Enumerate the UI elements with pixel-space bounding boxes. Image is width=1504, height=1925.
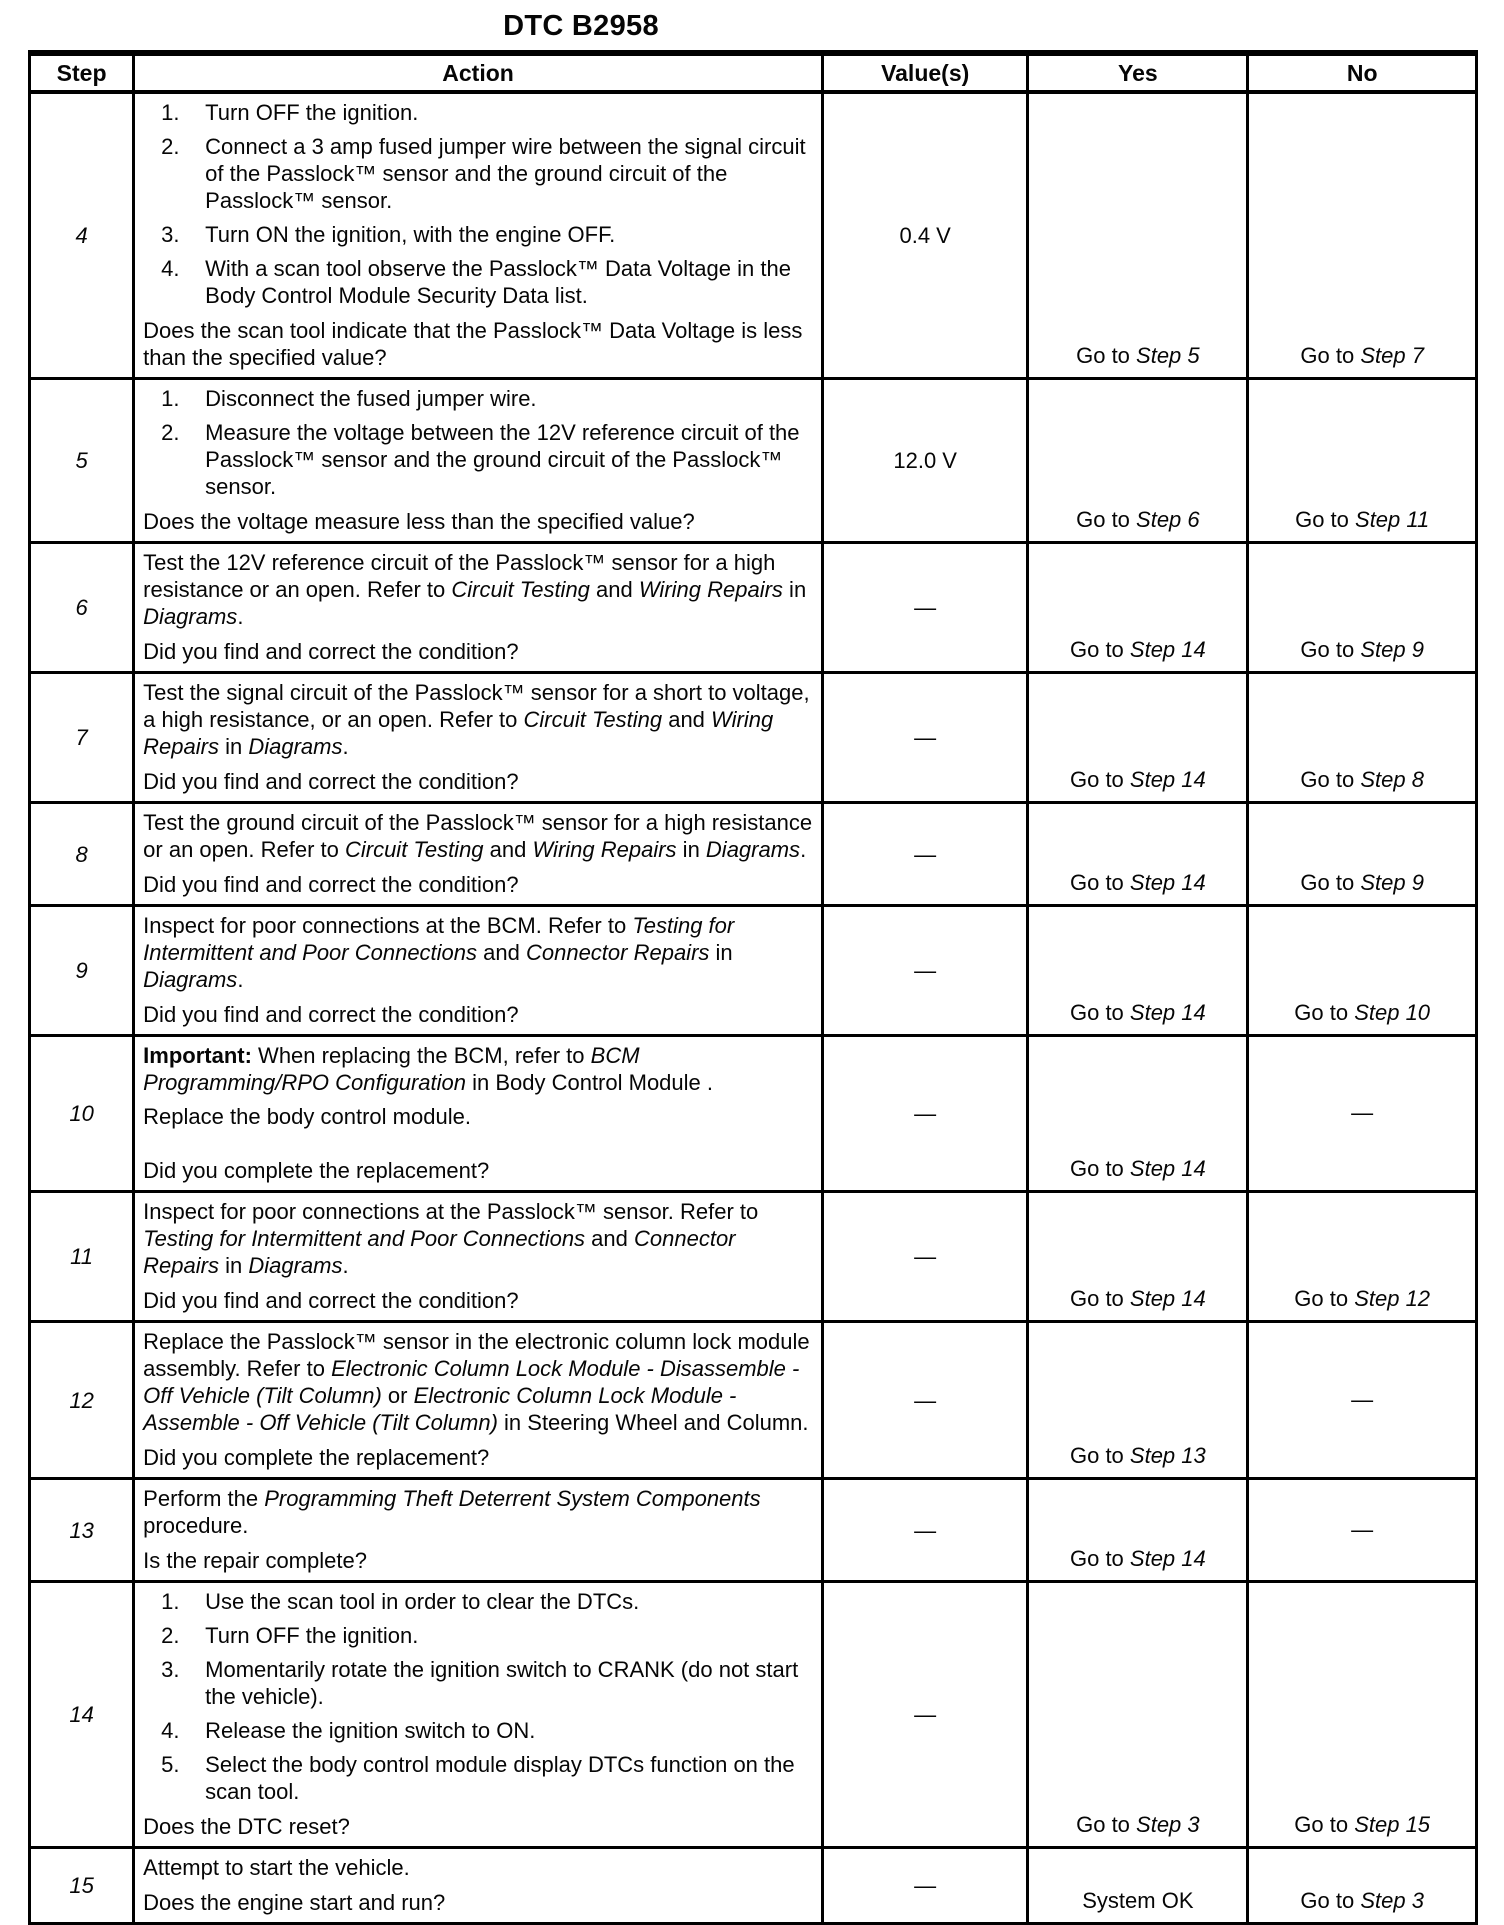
list-item-text: Turn ON the ignition, with the engine OFF.	[205, 222, 616, 247]
step-cell	[30, 673, 134, 803]
list-item-text: Turn OFF the ignition.	[205, 1623, 419, 1648]
table-row	[30, 1582, 1477, 1848]
value-cell	[822, 1582, 1027, 1848]
list-item-text: Connect a 3 amp fused jumper wire between the signal circuit of the Passlock™ sensor and the ground circuit of the Passlock™ sensor.	[205, 134, 806, 213]
no-text: Go to Step 8	[1300, 767, 1424, 792]
yes-text: Go to Step 14	[1069, 1546, 1206, 1571]
header-row	[30, 53, 1477, 92]
value-cell	[822, 803, 1027, 906]
action-content	[143, 1042, 813, 1184]
action-paragraph: Important: When replacing the BCM, refer to BCM Programming/RPO Configuration in Body Control Module .	[143, 1043, 714, 1095]
action-list-item	[161, 221, 813, 248]
action-question: Is the repair complete?	[143, 1548, 367, 1573]
action-cell	[134, 543, 823, 673]
yes-cell	[1028, 673, 1248, 803]
value-cell	[822, 1322, 1027, 1479]
value-cell	[822, 1036, 1027, 1192]
column-header-no: No	[1248, 53, 1477, 92]
action-paragraph: Inspect for poor connections at the BCM. Refer to Testing for Intermittent and Poor Connections and Connector Repairs in Diagrams.	[143, 913, 735, 992]
step-number: 12	[69, 1387, 94, 1413]
column-header-values: Value(s)	[822, 53, 1027, 92]
value-text: —	[914, 595, 937, 620]
action-question: Does the voltage measure less than the specified value?	[143, 509, 695, 534]
list-item-number: 1.	[161, 386, 180, 411]
action-paragraph: Test the ground circuit of the Passlock™ sensor for a high resistance or an open. Refer to Circuit Testing and Wiring Repairs in Diagrams.	[143, 810, 813, 862]
step-cell	[30, 92, 134, 379]
value-cell	[822, 543, 1027, 673]
table-row	[30, 1322, 1477, 1479]
table-row	[30, 1848, 1477, 1924]
no-cell	[1248, 673, 1477, 803]
action-question: Did you complete the replacement?	[143, 1158, 490, 1183]
value-text: —	[914, 841, 937, 867]
no-text: Go to Step 15	[1294, 1812, 1431, 1837]
no-text: —	[1351, 1386, 1374, 1412]
no-text: Go to Step 3	[1300, 1888, 1424, 1913]
action-content	[143, 1485, 813, 1574]
no-cell	[1248, 1322, 1477, 1479]
yes-cell	[1028, 1848, 1248, 1924]
action-content	[143, 912, 813, 1028]
action-paragraph: Replace the body control module.	[143, 1104, 471, 1129]
step-number: 14	[69, 1702, 94, 1727]
action-content	[143, 1854, 813, 1916]
value-cell	[822, 1848, 1027, 1924]
no-cell	[1248, 1192, 1477, 1322]
no-cell	[1248, 1036, 1477, 1192]
action-list-item	[161, 419, 813, 500]
yes-cell	[1028, 1036, 1248, 1192]
table-row	[30, 1479, 1477, 1582]
action-content	[143, 549, 813, 665]
list-item-number: 3.	[161, 222, 180, 247]
dtc-procedure-table	[28, 50, 1478, 1925]
yes-text: System OK	[1082, 1888, 1194, 1913]
no-cell	[1248, 1582, 1477, 1848]
action-list-item	[161, 385, 813, 412]
action-content	[143, 385, 813, 535]
action-list-item	[161, 99, 813, 126]
step-number: 4	[75, 223, 88, 248]
action-list-item	[161, 1622, 813, 1649]
yes-cell	[1028, 1582, 1248, 1848]
list-item-text: Momentarily rotate the ignition switch to CRANK (do not start the vehicle).	[205, 1657, 799, 1709]
table-row	[30, 673, 1477, 803]
step-cell	[30, 543, 134, 673]
action-cell	[134, 92, 823, 379]
list-item-text: Turn OFF the ignition.	[205, 100, 419, 125]
value-cell	[822, 906, 1027, 1036]
value-cell	[822, 379, 1027, 543]
step-number: 11	[70, 1244, 93, 1269]
step-cell	[30, 906, 134, 1036]
yes-text: Go to Step 14	[1069, 767, 1206, 792]
no-cell	[1248, 906, 1477, 1036]
yes-text: Go to Step 6	[1076, 507, 1200, 532]
list-item-text: Select the body control module display DTCs function on the scan tool.	[205, 1752, 795, 1804]
step-cell	[30, 1582, 134, 1848]
step-number: 7	[75, 725, 88, 750]
action-question: Did you find and correct the condition?	[143, 1288, 519, 1313]
value-cell	[822, 1192, 1027, 1322]
action-list-item	[161, 1717, 813, 1744]
action-paragraph: Test the signal circuit of the Passlock™ sensor for a short to voltage, a high resistance, or an open. Refer to Circuit Testing and Wiring Repairs in Diagrams.	[143, 680, 810, 759]
list-item-text: Release the ignition switch to ON.	[205, 1718, 536, 1743]
action-list-item	[161, 1656, 813, 1710]
yes-text: Go to Step 5	[1076, 343, 1200, 368]
action-cell	[134, 803, 823, 906]
yes-text: Go to Step 3	[1076, 1812, 1200, 1837]
list-item-text: Disconnect the fused jumper wire.	[205, 386, 537, 411]
table-row	[30, 906, 1477, 1036]
action-paragraph: Inspect for poor connections at the Passlock™ sensor. Refer to Testing for Intermittent and Poor Connections and Connector Repairs in Diagrams.	[143, 1199, 759, 1278]
list-item-number: 4.	[161, 1718, 180, 1743]
list-item-number: 3.	[161, 1657, 180, 1682]
action-question: Did you find and correct the condition?	[143, 1002, 519, 1027]
action-paragraph: Attempt to start the vehicle.	[143, 1855, 410, 1880]
list-item-number: 4.	[161, 256, 180, 281]
yes-text: Go to Step 14	[1069, 1286, 1206, 1311]
value-text: 12.0 V	[893, 448, 957, 473]
table-row	[30, 1192, 1477, 1322]
step-cell	[30, 379, 134, 543]
action-content	[143, 1588, 813, 1840]
step-cell	[30, 1479, 134, 1582]
value-cell	[822, 1479, 1027, 1582]
step-number: 13	[69, 1517, 94, 1543]
yes-text: Go to Step 14	[1069, 1156, 1206, 1181]
action-content	[143, 1328, 813, 1471]
list-item-text: With a scan tool observe the Passlock™ Data Voltage in the Body Control Module Security Data list.	[205, 256, 791, 308]
page-title: DTC B2958	[503, 10, 659, 42]
action-cell	[134, 1848, 823, 1924]
action-content	[143, 809, 813, 898]
no-text: —	[1351, 1516, 1374, 1542]
action-list-item	[161, 133, 813, 214]
list-item-number: 2.	[161, 1623, 180, 1648]
yes-cell	[1028, 803, 1248, 906]
step-cell	[30, 1848, 134, 1924]
no-cell	[1248, 1848, 1477, 1924]
action-question: Did you find and correct the condition?	[143, 639, 519, 664]
no-text: Go to Step 7	[1300, 343, 1424, 368]
value-text: 0.4 V	[899, 223, 951, 248]
column-header-yes: Yes	[1028, 53, 1248, 92]
step-number: 15	[69, 1873, 94, 1898]
no-cell	[1248, 1479, 1477, 1582]
list-item-text: Measure the voltage between the 12V reference circuit of the Passlock™ sensor and the ground circuit of the Passlock™ sensor.	[205, 420, 800, 499]
action-paragraph: Replace the Passlock™ sensor in the electronic column lock module assembly. Refer to Electronic Column Lock Module - Disassemble - Off Vehicle (Tilt Column) or Electronic Column Lock Module - Assemble - Off Vehicle (Tilt Column) in Steering Wheel and Column.	[143, 1329, 810, 1435]
list-item-number: 1.	[161, 100, 180, 125]
action-question: Does the scan tool indicate that the Passlock™ Data Voltage is less than the specified value?	[143, 318, 803, 370]
action-cell	[134, 1192, 823, 1322]
action-cell	[134, 1036, 823, 1192]
value-text: —	[914, 725, 937, 750]
action-content	[143, 679, 813, 795]
no-cell	[1248, 92, 1477, 379]
action-question: Does the DTC reset?	[143, 1814, 350, 1839]
yes-cell	[1028, 1322, 1248, 1479]
step-cell	[30, 803, 134, 906]
table-row	[30, 1036, 1477, 1192]
yes-cell	[1028, 92, 1248, 379]
yes-text: Go to Step 14	[1069, 1000, 1206, 1025]
action-list-item	[161, 1588, 813, 1615]
value-text: —	[914, 1873, 937, 1898]
yes-cell	[1028, 1479, 1248, 1582]
step-cell	[30, 1192, 134, 1322]
action-question: Does the engine start and run?	[143, 1890, 446, 1915]
step-number: 6	[75, 595, 88, 620]
yes-cell	[1028, 543, 1248, 673]
action-list-item	[161, 255, 813, 309]
no-cell	[1248, 803, 1477, 906]
step-cell	[30, 1036, 134, 1192]
list-item-text: Use the scan tool in order to clear the DTCs.	[205, 1589, 640, 1614]
action-cell	[134, 906, 823, 1036]
table-row	[30, 379, 1477, 543]
value-cell	[822, 673, 1027, 803]
step-number: 10	[69, 1101, 94, 1126]
yes-cell	[1028, 906, 1248, 1036]
value-text: —	[914, 958, 937, 983]
action-content	[143, 1198, 813, 1314]
action-cell	[134, 1322, 823, 1479]
action-cell	[134, 1479, 823, 1582]
no-text: Go to Step 9	[1300, 637, 1424, 662]
list-item-number: 2.	[161, 420, 180, 445]
step-number: 5	[75, 448, 88, 473]
yes-cell	[1028, 1192, 1248, 1322]
step-number: 9	[75, 958, 88, 983]
value-cell	[822, 92, 1027, 379]
value-text: —	[914, 1517, 937, 1543]
table-row	[30, 92, 1477, 379]
yes-text: Go to Step 14	[1069, 637, 1206, 662]
action-paragraph: Test the 12V reference circuit of the Passlock™ sensor for a high resistance or an open. Refer to Circuit Testing and Wiring Repairs in Diagrams.	[143, 550, 807, 629]
action-question: Did you complete the replacement?	[143, 1445, 490, 1470]
action-cell	[134, 673, 823, 803]
no-text: Go to Step 11	[1295, 507, 1430, 532]
yes-text: Go to Step 13	[1069, 1443, 1206, 1468]
step-number: 8	[75, 841, 88, 867]
action-cell	[134, 1582, 823, 1848]
no-text: Go to Step 10	[1294, 1000, 1431, 1025]
column-header-step: Step	[30, 53, 134, 92]
value-text: —	[914, 1702, 937, 1727]
table-row	[30, 803, 1477, 906]
action-paragraph: Perform the Programming Theft Deterrent System Components procedure.	[143, 1486, 761, 1538]
no-text: Go to Step 9	[1300, 870, 1424, 895]
table-row	[30, 543, 1477, 673]
table-body	[30, 92, 1477, 1924]
no-text: —	[1351, 1100, 1374, 1125]
no-cell	[1248, 543, 1477, 673]
step-cell	[30, 1322, 134, 1479]
action-question: Did you find and correct the condition?	[143, 769, 519, 794]
table-header	[30, 53, 1477, 92]
value-text: —	[914, 1244, 937, 1269]
value-text: —	[914, 1101, 937, 1126]
no-cell	[1248, 379, 1477, 543]
action-list-item	[161, 1751, 813, 1805]
list-item-number: 1.	[161, 1589, 180, 1614]
column-header-action: Action	[134, 53, 823, 92]
action-content	[143, 99, 813, 371]
yes-text: Go to Step 14	[1069, 870, 1206, 895]
value-text: —	[914, 1387, 937, 1413]
yes-cell	[1028, 379, 1248, 543]
action-cell	[134, 379, 823, 543]
list-item-number: 5.	[161, 1752, 180, 1777]
list-item-number: 2.	[161, 134, 180, 159]
action-question: Did you find and correct the condition?	[143, 872, 519, 897]
no-text: Go to Step 12	[1294, 1286, 1431, 1311]
